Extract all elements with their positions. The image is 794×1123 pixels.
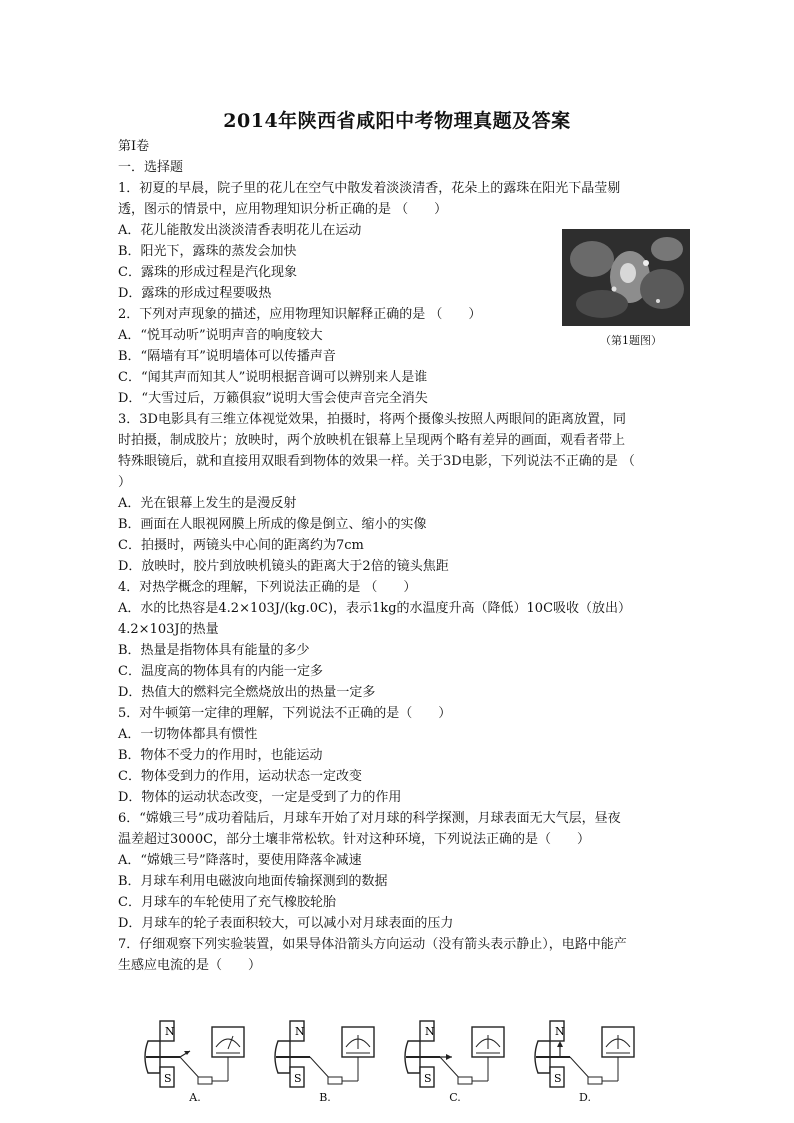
figure-option-c	[400, 1015, 510, 1115]
magnet-south-label: S	[554, 1072, 562, 1085]
text-line: 生感应电流的是（ ）	[118, 958, 262, 973]
figure-label: C.	[449, 1091, 461, 1104]
text-line: A．一切物体都具有惯性	[118, 727, 258, 742]
text-line: D．物体的运动状态改变，一定是受到了力的作用	[118, 790, 402, 805]
magnet-north-label: N	[425, 1025, 435, 1038]
text-line: ）	[118, 475, 132, 490]
dewdrop-flower-photo	[562, 229, 690, 326]
text-line: A．“悦耳动听”说明声音的响度较大	[118, 328, 323, 343]
text-line: 2．下列对声现象的描述，应用物理知识解释正确的是 （ ）	[118, 307, 482, 322]
text-line: D．放映时，胶片到放映机镜头的距离大于2倍的镜头焦距	[118, 559, 449, 574]
text-line: D．露珠的形成过程要吸热	[118, 286, 272, 301]
text-line: 6．“嫦娥三号”成功着陆后，月球车开始了对月球的科学探测，月球表面无大气层，昼夜	[118, 811, 621, 826]
text-line: 透，图示的情景中，应用物理知识分析正确的是 （ ）	[118, 202, 448, 217]
text-line: B．阳光下，露珠的蒸发会加快	[118, 244, 297, 259]
figure-option-b	[270, 1015, 380, 1115]
figure-caption: （第1题图）	[600, 334, 662, 347]
text-line: A．“嫦娥三号”降落时，要使用降落伞减速	[118, 853, 362, 868]
figure-option-a	[140, 1015, 250, 1115]
text-line: C．露珠的形成过程是汽化现象	[118, 265, 297, 280]
text-line: 7．仔细观察下列实验装置，如果导体沿箭头方向运动（没有箭头表示静止），电路中能产	[118, 937, 627, 952]
magnet-south-label: S	[164, 1072, 172, 1085]
magnet-south-label: S	[424, 1072, 432, 1085]
figure-label: B.	[319, 1091, 331, 1104]
text-line: A．花儿能散发出淡淡清香表明花儿在运动	[118, 223, 362, 238]
figure-label: D.	[579, 1091, 591, 1104]
text-line: 一．选择题	[118, 160, 184, 175]
text-line: 时拍摄，制成胶片；放映时，两个放映机在银幕上呈现两个略有差异的画面，观看者带上	[118, 433, 626, 448]
text-line: 温差超过3000C，部分土壤非常松软。针对这种环境，下列说法正确的是（ ）	[118, 832, 591, 847]
text-line: 第Ⅰ卷	[118, 139, 150, 154]
text-line: A．光在银幕上发生的是漫反射	[118, 496, 297, 511]
text-line: C．物体受到力的作用，运动状态一定改变	[118, 769, 362, 784]
text-line: D．月球车的轮子表面积较大，可以减小对月球表面的压力	[118, 916, 454, 931]
magnet-north-label: N	[165, 1025, 175, 1038]
text-line: D．热值大的燃料完全燃烧放出的热量一定多	[118, 685, 376, 700]
magnet-north-label: N	[555, 1025, 565, 1038]
figure-option-d	[530, 1015, 640, 1115]
magnet-north-label: N	[295, 1025, 305, 1038]
text-line: B．热量是指物体具有能量的多少	[118, 643, 310, 658]
text-line: 4.2×103J的热量	[118, 622, 219, 637]
text-line: C．“闻其声而知其人”说明根据音调可以辨别来人是谁	[118, 370, 428, 385]
text-line: 特殊眼镜后，就和直接用双眼看到物体的效果一样。关于3D电影，下列说法不正确的是 （	[118, 454, 635, 469]
text-line: C．月球车的车轮使用了充气橡胶轮胎	[118, 895, 336, 910]
text-line: C．拍摄时，两镜头中心间的距离约为7cm	[118, 538, 364, 553]
text-line: 5．对牛顿第一定律的理解，下列说法不正确的是（ ）	[118, 706, 452, 721]
text-line: B．画面在人眼视网膜上所成的像是倒立、缩小的实像	[118, 517, 427, 532]
text-line: 3．3D电影具有三维立体视觉效果，拍摄时，将两个摄像头按照人两眼间的距离放置，同	[118, 412, 626, 427]
text-line: C．温度高的物体具有的内能一定多	[118, 664, 323, 679]
paper-title: 2014年陕西省咸阳中考物理真题及答案	[223, 110, 571, 132]
text-line: B．“隔墙有耳”说明墙体可以传播声音	[118, 349, 336, 364]
text-line: 4．对热学概念的理解，下列说法正确的是 （ ）	[118, 580, 417, 595]
text-line: 1．初夏的早晨，院子里的花儿在空气中散发着淡淡清香，花朵上的露珠在阳光下晶莹剔	[118, 181, 621, 196]
text-line: A．水的比热容是4.2×103J/(kg.0C)，表示1kg的水温度升高（降低）10C吸收（放出）	[118, 601, 632, 616]
text-line: B．物体不受力的作用时，也能运动	[118, 748, 323, 763]
text-line: B．月球车利用电磁波向地面传输探测到的数据	[118, 874, 388, 889]
magnet-south-label: S	[294, 1072, 302, 1085]
figure-label: A.	[189, 1091, 201, 1104]
text-line: D．“大雪过后，万籁俱寂”说明大雪会使声音完全消失	[118, 391, 428, 406]
induction-figures	[140, 1015, 620, 1115]
